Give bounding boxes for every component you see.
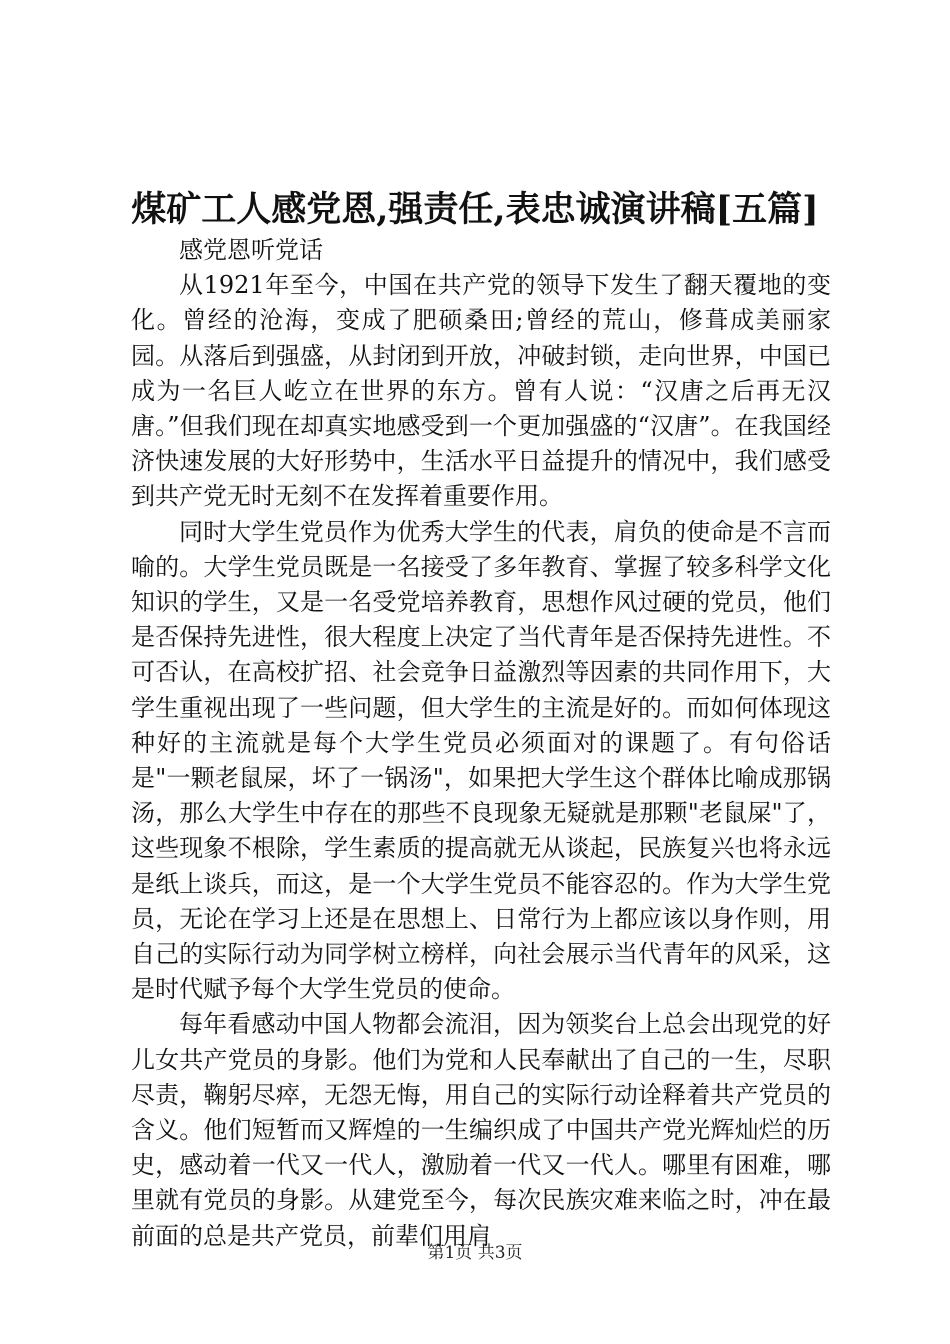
document-title: 煤矿工人感党恩,强责任,表忠诚演讲稿[五篇] <box>131 189 819 230</box>
paragraph: 从1921年至今，中国在共产党的领导下发生了翻天覆地的变化。曾经的沧海，变成了肥硕桑田;曾经的荒山，修葺成美丽家园。从落后到强盛，从封闭到开放，冲破封锁，走向世界，中国已成为一名巨人屹立在世界的东方。曾有人说：“汉唐之后再无汉唐。”但我们现在却真实地感受到一个更加强盛的“汉唐”。在我国经济快速发展的大好形势中，生活水平日益提升的情况中，我们感受到共产党无时无刻不在发挥着重要作用。 <box>131 271 831 511</box>
page-footer: 第1页 共3页 <box>427 1243 523 1263</box>
section-subtitle: 感党恩听党话 <box>179 236 323 264</box>
paragraph: 同时大学生党员作为优秀大学生的代表，肩负的使命是不言而喻的。大学生党员既是一名接受了多年教育、掌握了较多科学文化知识的学生，又是一名受党培养教育，思想作风过硬的党员，他们是否保持先进性，很大程度上决定了当代青年是否保持先进性。不可否认，在高校扩招、社会竞争日益激烈等因素的共同作用下，大学生重视出现了一些问题，但大学生的主流是好的。而如何体现这种好的主流就是每个大学生党员必须面对的课题了。有句俗话是"一颗老鼠屎，坏了一锅汤"，如果把大学生这个群体比喻成那锅汤，那么大学生中存在的那些不良现象无疑就是那颗"老鼠屎"了，这些现象不根除，学生素质的提高就无从谈起，民族复兴也将永远是纸上谈兵，而这，是一个大学生党员不能容忍的。作为大学生党员，无论在学习上还是在思想上、日常行为上都应该以身作则，用自己的实际行动为同学树立榜样，向社会展示当代青年的风采，这是时代赋予每个大学生党员的使命。 <box>131 517 831 1004</box>
paragraph: 每年看感动中国人物都会流泪，因为领奖台上总会出现党的好儿女共产党员的身影。他们为党和人民奉献出了自己的一生，尽职尽责，鞠躬尽瘁，无怨无悔，用自己的实际行动诠释着共产党员的含义。他们短暂而又辉煌的一生编织成了中国共产党光辉灿烂的历史，感动着一代又一代人，激励着一代又一代人。哪里有困难，哪里就有党员的身影。从建党至今，每次民族灾难来临之时，冲在最前面的总是共产党员，前辈们用肩 <box>131 1010 831 1250</box>
document-body <box>131 233 831 1254</box>
